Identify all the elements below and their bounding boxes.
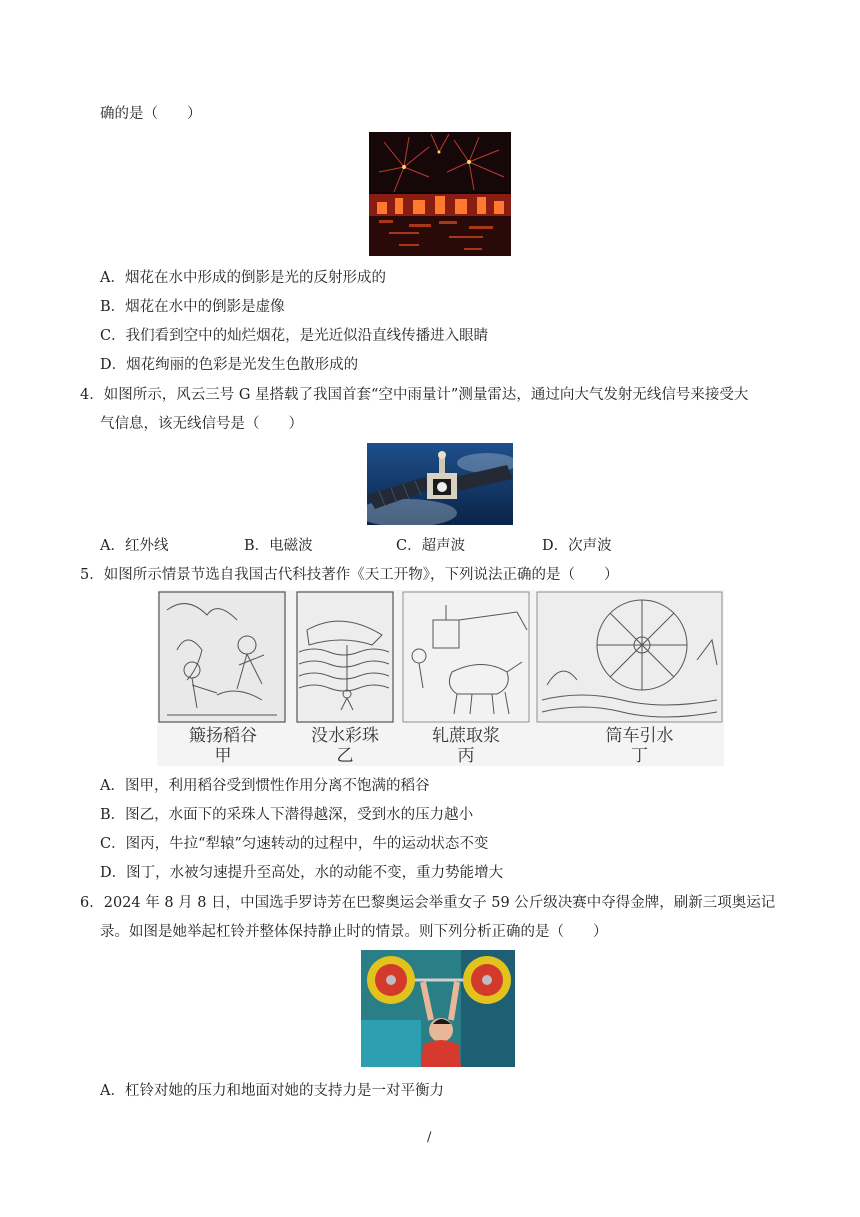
q6-option-a: A．杠铃对她的压力和地面对她的支持力是一对平衡力 xyxy=(100,1083,444,1099)
panel-bing-drawing xyxy=(403,592,529,722)
q5-option-a: A．图甲，利用稻谷受到惯性作用分离不饱满的稻谷 xyxy=(100,778,430,794)
weightlifter-image xyxy=(361,950,515,1067)
panel-ding-label: 丁 xyxy=(631,746,648,766)
q4-option-c: C．超声波 xyxy=(396,538,466,554)
panel-ding-title: 筒车引水 xyxy=(605,726,674,746)
satellite-image xyxy=(367,443,513,525)
panel-jia-drawing xyxy=(159,592,285,722)
q4-stem-line1: 4．如图所示，风云三号 G 星搭载了我国首套“空中雨量计”测量雷达，通过向大气发射无线信号来接受大 xyxy=(80,387,749,403)
q4-option-b: B．电磁波 xyxy=(244,538,313,554)
panel-bing-title: 轧蔗取浆 xyxy=(432,726,500,746)
q5-option-c: C．图丙，牛拉“犁辕”匀速转动的过程中，牛的运动状态不变 xyxy=(100,836,489,852)
q3-stem-tail: 确的是（ ） xyxy=(100,106,202,122)
panel-yi-title: 没水彩珠 xyxy=(311,726,379,746)
q3-option-c: C．我们看到空中的灿烂烟花，是光近似沿直线传播进入眼睛 xyxy=(100,328,489,344)
page-footer-mark: / xyxy=(427,1130,432,1145)
q4-option-d: D．次声波 xyxy=(542,538,612,554)
q4-option-a: A．红外线 xyxy=(100,538,169,554)
panel-jia-title: 簸扬稻谷 xyxy=(189,726,257,746)
panel-yi-label: 乙 xyxy=(336,746,354,766)
q3-option-b: B．烟花在水中的倒影是虚像 xyxy=(100,299,285,315)
q5-stem: 5．如图所示情景节选自我国古代科技著作《天工开物》，下列说法正确的是（ ） xyxy=(80,567,619,583)
panel-yi-drawing xyxy=(297,592,393,722)
q3-option-a: A．烟花在水中形成的倒影是光的反射形成的 xyxy=(100,270,386,286)
panel-jia-label: 甲 xyxy=(214,746,232,766)
fireworks-image xyxy=(369,132,511,256)
panel-bing-label: 丙 xyxy=(457,746,475,766)
q4-stem-line2: 气信息，该无线信号是（ ） xyxy=(100,416,303,432)
tiangong-kaiwu-figure xyxy=(157,590,724,766)
q3-option-d: D．烟花绚丽的色彩是光发生色散形成的 xyxy=(100,357,359,373)
q5-option-b: B．图乙，水面下的采珠人下潜得越深，受到水的压力越小 xyxy=(100,807,474,823)
q6-stem-line2: 录。如图是她举起杠铃并整体保持静止时的情景。则下列分析正确的是（ ） xyxy=(100,924,608,940)
panel-ding-drawing xyxy=(537,592,722,722)
q6-stem-line1: 6．2024 年 8 月 8 日，中国选手罗诗芳在巴黎奥运会举重女子 59 公斤级决赛中夺得金牌，刷新三项奥运记 xyxy=(80,895,776,911)
q5-option-d: D．图丁，水被匀速提升至高处，水的动能不变，重力势能增大 xyxy=(100,865,504,881)
